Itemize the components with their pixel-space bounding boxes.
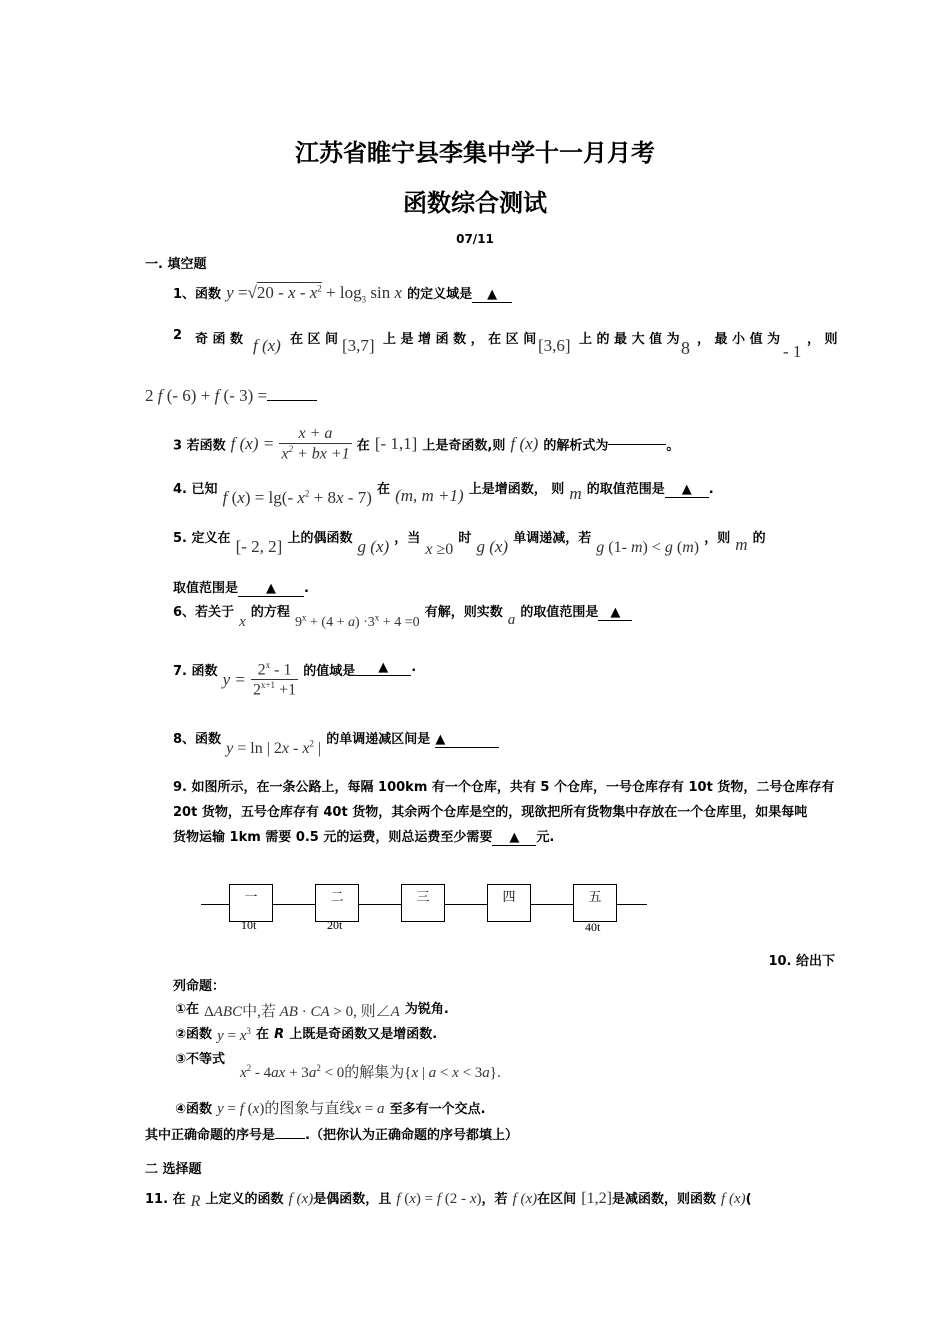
q5-gx: g (x)	[357, 537, 390, 556]
q4-answer-blank[interactable]: ▲	[665, 482, 709, 498]
q10-p2-formula: $y = x^3$	[217, 1026, 251, 1044]
q11-interval: [1,2]	[581, 1190, 612, 1207]
q5-condition: x ≥0	[425, 541, 454, 558]
q10-p1-prefix: ①在	[175, 1002, 200, 1017]
q10-proposition-3	[175, 1048, 225, 1067]
q3-tail: 的解析式为	[543, 438, 609, 454]
q5-text-4: 单调递减，若	[513, 531, 592, 546]
q3-fraction: $\frac{x + a}{x^2 + bx +1}$	[281, 425, 350, 463]
q10-p1-suffix: 为锐角.	[404, 1002, 449, 1017]
q11-text-5: 是减函数，则函数	[611, 1192, 716, 1207]
q1-answer-blank[interactable]: ▲	[472, 287, 512, 303]
q11-text-6: (	[745, 1192, 752, 1207]
q9-line-2: 20t 货物，五号仓库存有 40t 货物，其余两个仓库是空的，现欲把所有货物集中存放在一个仓库里，如果每吨	[173, 805, 808, 820]
q10-head: 10. 给出下	[768, 954, 835, 969]
q2-text-1: 奇 函 数	[195, 332, 244, 347]
q6-answer-blank[interactable]: ▲	[598, 605, 632, 621]
warehouse-4: 四	[487, 884, 531, 922]
q11-prefix: 11. 在	[145, 1192, 186, 1207]
q10-ask-text: 其中正确命题的序号是	[145, 1128, 276, 1143]
q4-formula: f (x) = lg(- $x^2 + 8x - 7$)	[222, 488, 372, 507]
q4-m: m	[569, 484, 582, 503]
warehouse-5-cargo: 40t	[585, 920, 601, 934]
q2-text-6: ， 则	[807, 332, 838, 347]
q10-p2-suffix: 上既是奇函数又是增函数.	[289, 1027, 438, 1042]
q2-number: 2	[173, 328, 183, 343]
q11-fx-2: f (x)	[512, 1191, 538, 1207]
q2-fx: f (x)	[253, 336, 281, 355]
q6-x: x	[239, 614, 246, 630]
q8-suffix: 的单调递减区间是	[326, 732, 431, 747]
q5-text-6: 的	[752, 531, 766, 546]
q2-interval-2: [3,6]	[538, 336, 571, 355]
q7-prefix: 7. 函数	[173, 664, 218, 679]
exam-date: 07/11	[456, 232, 494, 246]
q10-proposition-1	[175, 997, 449, 1018]
q3-formula: f (x) =	[230, 434, 275, 454]
q11-text-3: ，若	[481, 1192, 508, 1207]
q3-prefix: 3 若函数	[173, 438, 226, 454]
section-heading-fill-in: 一. 填空题	[145, 257, 207, 272]
question-5-line-2: 取值范围是 ▲ .	[173, 581, 309, 596]
q3-mid: 在	[356, 438, 370, 454]
q4-mid: 在	[376, 482, 390, 497]
q2-text-5: ， 最 小 值 为	[697, 332, 781, 347]
q5-m: m	[735, 535, 748, 554]
warehouse-2: 二	[315, 884, 359, 922]
q10-p3-formula: $x^2 - 4ax + 3a^2 < 0$的解集为{x | a < x < 3a}.	[240, 1063, 501, 1081]
q2-expression: 2 f (- 6) + f (- 3) =	[145, 386, 317, 406]
q4-tail: 的取值范围是	[586, 482, 665, 497]
q5-answer-blank[interactable]: ▲	[238, 581, 304, 597]
q2-text-4: 上 的 最 大 值 为	[579, 332, 680, 347]
q5-gx-2: g (x)	[476, 537, 509, 556]
q9-line3-tail: 元.	[536, 830, 555, 845]
q10-p4-suffix: 至多有一个交点.	[389, 1102, 486, 1117]
q6-text-1: 的方程	[250, 605, 290, 620]
q9-line3-text: 货物运输 1km 需要 0.5 元的运费，则总运费至少需要	[173, 830, 493, 845]
question-6	[173, 601, 632, 630]
q5-text-1: 上的偶函数	[287, 531, 353, 546]
q1-prefix: 1、函数	[173, 287, 222, 302]
q10-p2-set: R	[274, 1027, 285, 1042]
warehouse-2-cargo: 20t	[327, 918, 343, 932]
q6-text-3: 的取值范围是	[520, 605, 599, 620]
q11-text-4: 在区间	[537, 1192, 577, 1207]
q11-R: R	[190, 1193, 201, 1210]
question-11	[145, 1188, 752, 1208]
q10-p1-formula: ΔABC中,若 AB · CA > 0, 则∠A	[204, 1004, 400, 1020]
q6-prefix: 6、若关于	[173, 605, 235, 620]
warehouse-1: 一	[229, 884, 273, 922]
question-7: $^{7. 函数}$ y = $\frac{2^x - 1}{2^{x+1} +1}$ $^{的值域是}$ ▲ .	[173, 660, 417, 699]
q11-fx: f (x)	[288, 1191, 314, 1207]
q2-text-3: 上 是 增 函 数 ， 在 区 间	[383, 332, 537, 347]
q10-proposition-2	[175, 1023, 437, 1043]
page-subtitle: 函数综合测试	[403, 189, 547, 217]
q10-proposition-4	[175, 1097, 486, 1118]
q3-end: 。	[666, 438, 680, 454]
q5-line2-text: 取值范围是	[173, 581, 239, 596]
q10-p3-prefix: ③不等式	[175, 1052, 226, 1067]
q10-p4-formula: y = f (x)的图象与直线x = a	[217, 1101, 385, 1117]
question-1	[173, 283, 512, 304]
q3-fx: f (x)	[510, 434, 539, 454]
q3-interval: [- 1,1]	[374, 434, 418, 454]
q3-suffix: 上是奇函数,则	[422, 438, 506, 454]
q9-answer-blank[interactable]: ▲	[492, 830, 536, 846]
q5-interval: [- 2, 2]	[235, 537, 283, 556]
q2-max-value: 8	[681, 338, 690, 358]
q9-line-1: 9. 如图所示，在一条公路上，每隔 100km 有一个仓库，共有 5 个仓库，一号仓库存有 10t 货物，二号仓库存有	[173, 780, 835, 795]
q7-fraction: $\frac{2^x - 1}{2^{x+1} +1}$	[252, 660, 297, 699]
q6-a: a	[507, 612, 516, 628]
q11-text-2: 是偶函数，且	[313, 1192, 392, 1207]
section-heading-choice: 二 选择题	[145, 1162, 202, 1177]
q1-suffix: 的定义域是	[407, 287, 473, 302]
q10-ask	[145, 1124, 518, 1143]
q2-interval-1: [3,7]	[342, 336, 375, 355]
q10-p2-mid: 在	[256, 1027, 270, 1042]
warehouse-1-cargo: 10t	[241, 918, 257, 932]
question-4: 4. 已知 f (x) = lg(- $x^2 + 8x - 7$) 在 (m, m +1) 上是增函数， 则 m 的取值范围是 ▲ .	[173, 482, 714, 507]
q11-fx-3: f (x)	[721, 1191, 746, 1207]
q5-text-5: ，则	[704, 531, 731, 546]
q7-answer-blank[interactable]: ▲	[355, 660, 411, 676]
q8-prefix: 8、函数	[173, 732, 222, 747]
q5-text-3: 时	[458, 531, 472, 546]
q4-prefix: 4. 已知	[173, 482, 218, 497]
q3-answer-blank[interactable]	[608, 444, 666, 445]
q7-suffix: 的值域是	[303, 664, 356, 679]
q5-text-2: ，当	[394, 531, 421, 546]
q8-formula: y = ln | $2x - x^2$ |	[226, 738, 322, 757]
q2-min-value: - 1	[783, 342, 802, 361]
q8-answer-blank[interactable]: ▲	[435, 732, 499, 748]
q9-line-3	[173, 826, 554, 846]
q11-text-1: 上定义的函数	[205, 1192, 284, 1207]
page-title: 江苏省睢宁县李集中学十一月月考	[295, 139, 655, 167]
q11-symmetry: f (x) = f (2 - x)	[396, 1191, 482, 1207]
q1-formula: $y =√20 - x - x^2 + \log_3 \sin x$	[226, 283, 402, 305]
q10-answer-blank[interactable]	[275, 1138, 305, 1139]
q5-prefix: 5. 定义在	[173, 531, 231, 546]
q10-line-2: 列命题：	[173, 979, 226, 994]
q5-inequality: g (1- m) < g (m)	[596, 539, 700, 556]
warehouse-3: 三	[401, 884, 445, 922]
q4-interval: (m, m +1)	[395, 486, 464, 505]
question-5	[173, 527, 766, 558]
q10-p2-prefix: ②函数	[175, 1027, 213, 1042]
q6-text-2: 有解，则实数	[424, 605, 503, 620]
q2-text-2: 在 区 间	[290, 332, 339, 347]
q10-ask-tail: .（把你认为正确命题的序号都填上）	[305, 1128, 518, 1143]
question-8	[173, 728, 499, 757]
q4-suffix: 上是增函数， 则	[468, 482, 565, 497]
q10-p4-prefix: ④函数	[175, 1102, 213, 1117]
question-3	[173, 425, 679, 463]
warehouse-5: 五	[573, 884, 617, 922]
q6-equation: $9^x + (4 + a) \cdot 3^x + 4 =0$	[295, 612, 420, 630]
q7-y: y =	[222, 669, 246, 689]
